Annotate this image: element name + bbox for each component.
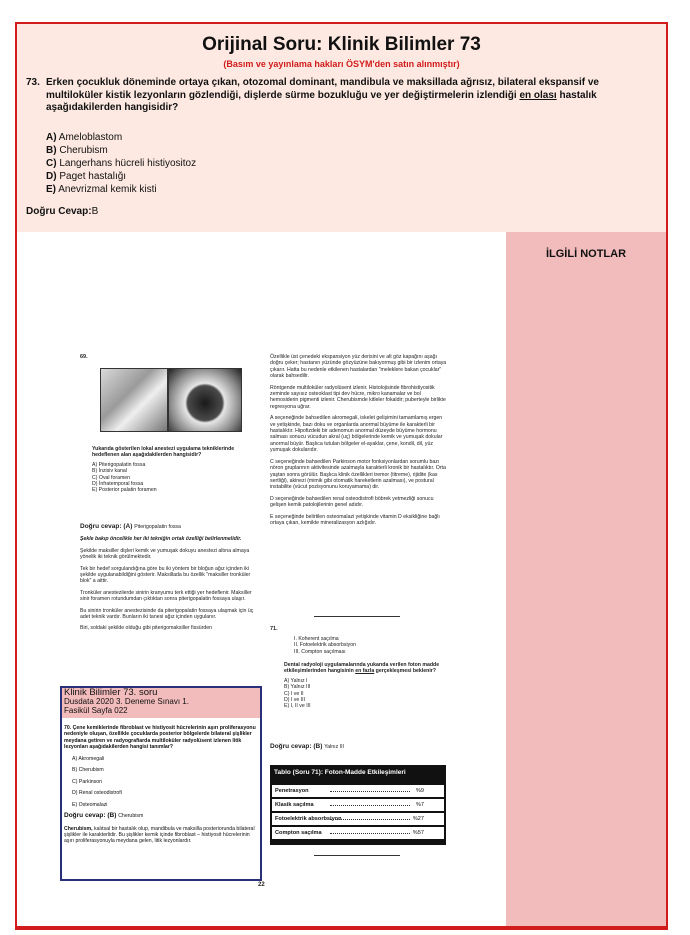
q71-answer: Doğru cevap: (B) Yalnız III (270, 743, 344, 750)
right-paragraph: D seçeneğinde bahsedilen renal osteodistrofi böbrek yetmezliği sonucu gelişen kemik patolojilerinin genel adıdır. (270, 495, 434, 509)
source-box-header (60, 686, 262, 718)
divider (314, 855, 400, 856)
bottom-rule (15, 926, 668, 930)
q70-option: D) Renal osteodistrofi (72, 790, 122, 797)
option-a: A) Ameloblastom (46, 132, 123, 143)
q69-option: D) İnfratemporal fossa (92, 481, 144, 488)
option-d: D) Paget hastalığı (46, 171, 127, 182)
q69-heading: Şekle bakıp öncelikle her iki tekniğin ortak özelliği belirlenmelidir. (80, 536, 242, 543)
source-line: Fasikül Sayfa 022 (64, 705, 128, 715)
copyright-note: (Basım ve yayınlama hakları ÖSYM'den satın alınmıştır) (223, 59, 460, 69)
source-line: Dusdata 2020 3. Deneme Sınavı 1. (64, 697, 189, 706)
q70-option: A) Akromegali (72, 755, 105, 762)
right-paragraph: Özellikle üst çenedeki ekspansiyon yüz derisini ve alt göz kapağını aşağı doğru çeker; hastanın yüzünde gözyüzüne bakıyormuş gibi bir izlenim ortaya çıkarır. Hatta bu nedenle etkilenen hastalardan "meleklere bakan çocuklar" olarak bahsedilir. (270, 354, 447, 380)
q71-option: B) Yalnız III (284, 684, 311, 691)
q69-option: B) İnzisiv kanal (92, 468, 127, 475)
option-c: C) Langerhans hücreli histiyositoz (46, 158, 197, 169)
notes-panel-fill (506, 232, 666, 928)
right-paragraph: C seçeneğinde bahsedilen Parkinson motor fonksiyonlardan sorumlu bazı nöron gruplarının aktivitesinde azalmayla karakterli kronik bir hastalıktır. Orta yaştan sonra görülür. Başlıca klinik özellikleri tremor (titreme), rijidite (kas sertliği), akinezi (mimik gibi otomatik hareketlerin azalması), ve postural instabilite (vücut pozisyonunu koruyamama) dir. (270, 458, 446, 491)
right-paragraph: E seçeneğinde belirtilen osteomalazi yetişkinde vitamin D eksikliğine bağlı ortaya çıkan, kemikte mineralizasyon azlığıdır. (270, 513, 440, 526)
q71-option: C) I ve II (284, 690, 304, 697)
correct-answer: Doğru Cevap:B (26, 206, 99, 217)
palate-photo (168, 368, 242, 432)
q70-answer: Doğru cevap: (B) Cherubism (64, 811, 144, 819)
q71-item: I. Koherent saçılma (294, 636, 339, 642)
q71-option: E) I, II ve III (284, 703, 311, 710)
q69-answer: Doğru cevap: (A) Piterigopalatin fossa (80, 523, 181, 530)
q69-paragraph: Bu sinirin tronküler anestezisinde da piterigopalatin fossaya ulaşmak için üç adet teknik vardır. Bunların iki tanesi ağız içinden uygulanır. (80, 607, 254, 621)
q70-question: 70. Çene kemiklerinde fibroblast ve histiyosit hücrelerinin aşırı proliferasyonu nedeniyle oluşan, özellikle çocuklarda posterior bölgelerde bilateral şişlikler meydana getiren ve radyografiarda multiloküler radyolüsent izlenen litik lezyonları aşağıdakilerden hangisi tanımlar? (64, 725, 256, 751)
source-line: Klinik Bilimler 73. soru (64, 687, 158, 698)
q69-paragraph: Tek bir hedef sorgulandığına göre bu iki yöntem bir bloğun ağız içinden iki şekilde uygulanabildiğini gösterir. Maksillada bu özellik "maksiller tronküler blok" a aittir. (80, 565, 251, 585)
q69-option: E) Posterior palatin foramen (92, 487, 157, 494)
option-b: B) Cherubism (46, 145, 108, 156)
table-row: Fotoelektrik absorbsiyon %27 (272, 813, 444, 825)
q69-option: C) Oval foramen (92, 474, 131, 481)
q71-option: D) I ve III (284, 697, 306, 704)
option-e: E) Anevrizmal kemik kisti (46, 184, 157, 195)
table-row: Compton saçılma %57 (272, 827, 444, 839)
right-column (270, 354, 448, 526)
answer-options (46, 131, 196, 196)
skull-photo (100, 368, 168, 432)
question-text: Erken çocukluk döneminde ortaya çıkan, otozomal dominant, mandibula ve maksillada ağrısız, bilateral ekspansif ve multiloküler kistik lezyonların gözlendiği, dişlerde sürme bozukluğu ve yer değiştirmelerin izlendiği en olası hastalık aşağıdakilerden hangisidir? (46, 77, 599, 113)
table-row: Penetrasyon %9 (272, 785, 444, 797)
q69-paragraph: Biri, soldaki şekilde olduğu gibi piterigomaksiller fissürden (80, 625, 213, 632)
q69-number: 69. (80, 354, 88, 360)
q71-item: II. Fotoelektrik absorbsiyon (294, 642, 356, 649)
right-paragraph: Röntgende multiloküler radyolüsent izlenir. Histolojisinde fibrohistiyositik zeminde sayısız osteoklast tipi dev hücre, mikro kanamalar ve bol hemosiderin pigmenti izlenir. Cherubismde kitleler fokaldir; puberteyle birlikte regresyona uğrar. (270, 384, 446, 410)
q70-option: B) Cherubism (72, 767, 104, 774)
right-paragraph: A seçeneğinde bahsedilen akromegali, iskelet gelişimini tamamlamış ergen ve yetişkinde, bazı doku ve organlarda anormal büyüme ile karakterli bir hastalıktır. Hipofizdeki bir adenomun anormal düzeyde büyüme hormonu salması sonucu vücudun akral (uç) bölgelerinde kemik ve yumuşak dokular anormal büyür. Başlıca tutulan bölgeler el-ayaklar, çene, kondil, dil, yüz yumuşak dokularıdır. (270, 415, 443, 454)
q70-option: E) Osteomalazi (72, 801, 108, 808)
q70-option: C) Parkinson (72, 778, 102, 785)
notes-title: İLGİLİ NOTLAR (545, 248, 627, 260)
q71-option: A) Yalnız I (284, 677, 308, 684)
q71-number: 71. (270, 626, 278, 632)
q71-item: III. Compton saçılması (294, 648, 346, 655)
table-row: Klasik saçılma %7 (272, 799, 444, 811)
q69-question: Yukarıda gösterilen lokal anestezi uygulama tekniklerinde hedeflenen alan aşağıdakilerden hangisidir? (92, 446, 235, 459)
photon-table (270, 765, 446, 845)
page-number: 22 (258, 882, 265, 888)
divider (314, 616, 400, 617)
source-box-content (64, 720, 258, 850)
q71-question: Dental radyoloji uygulamalarında yukarıda verilen foton madde etkileşimlerinden hangisinin en fazla gerçekleşmesi beklenir? (284, 662, 440, 675)
question-number: 73. (26, 77, 40, 88)
q69-option: A) Piterigopalatin fossa (92, 461, 146, 468)
page-title: Orijinal Soru: Klinik Bilimler 73 (202, 34, 481, 55)
q70-explanation: Cherubism, kalıtsal bir hastalık olup, mandibula ve maksilla posteriorunda bilateral şişlikler ile karakterlidir. Bu şişlikler kemik içinde fibroblast – histiyosit hücrelerinin aşırı proliferasyonuyla meydana gelen, litik lezyonlardır. (64, 825, 255, 845)
q69-paragraph: Tronküler anestezilerde sinirin kranyumu terk ettiği yer hedeflenir. Maksiller sinir foramen rotundumdan çıktıktan sonra piterigopalatin fossaya ulaşır. (80, 589, 252, 603)
q69-paragraph: Şekilde maksiller dişleri kemik ve yumuşak dokuyu anestezi altına almaya yönelik iki teknik görülmektedir. (80, 547, 250, 561)
table-title: Tablo (Soru 71): Foton-Madde Etkileşimleri (274, 769, 406, 776)
